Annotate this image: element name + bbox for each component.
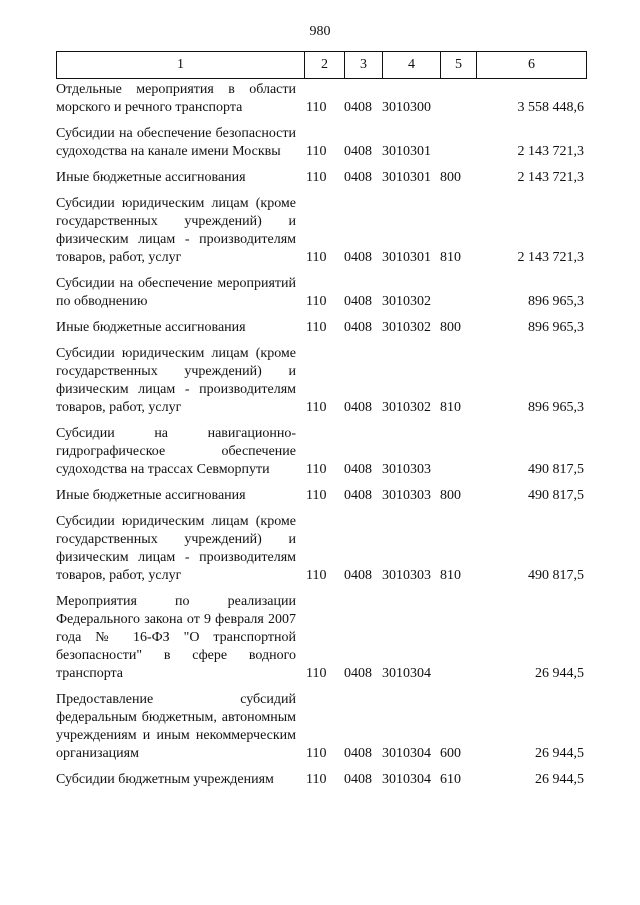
expense-name: Иные бюджетные ассигнования: [56, 488, 246, 503]
section-code: 0408: [344, 772, 372, 787]
expense-type-code: 610: [440, 772, 461, 787]
section-code: 0408: [344, 462, 372, 477]
ministry-code: 110: [306, 294, 327, 309]
expense-name: Мероприятия по реализации Федерального закона от 9 февраля 2007 года № 16-ФЗ "О транспортной безопасности" в сфере водного транспорта: [56, 594, 296, 681]
expense-name: Иные бюджетные ассигнования: [56, 320, 246, 335]
expense-type-code: 810: [440, 400, 461, 415]
target-article-code: 3010304: [382, 746, 431, 761]
section-code: 0408: [344, 568, 372, 583]
ministry-code: 110: [306, 144, 327, 159]
amount: 896 965,3: [528, 294, 584, 309]
amount: 26 944,5: [535, 666, 584, 681]
target-article-code: 3010303: [382, 568, 431, 583]
target-article-code: 3010301: [382, 250, 431, 265]
ministry-code: 110: [306, 250, 327, 265]
table-row: [56, 319, 586, 345]
amount: 490 817,5: [528, 462, 584, 477]
ministry-code: 110: [306, 746, 327, 761]
expense-name: Субсидии юридическим лицам (кроме государственных учреждений) и физическим лицам - производителям товаров, работ, услуг: [56, 514, 296, 583]
budget-table: [56, 81, 586, 797]
expense-name: Отдельные мероприятия в области морского и речного транспорта: [56, 82, 296, 115]
section-code: 0408: [344, 250, 372, 265]
table-row: [56, 691, 586, 771]
table-row: [56, 487, 586, 513]
column-header-5: 5: [441, 52, 477, 79]
table-row: [56, 81, 586, 125]
column-header-2: 2: [305, 52, 345, 79]
expense-type-code: [440, 81, 476, 125]
expense-name: Субсидии юридическим лицам (кроме государственных учреждений) и физическим лицам - производителям товаров, работ, услуг: [56, 196, 296, 265]
section-code: 0408: [344, 488, 372, 503]
section-code: 0408: [344, 400, 372, 415]
target-article-code: 3010304: [382, 666, 431, 681]
section-code: 0408: [344, 144, 372, 159]
expense-type-code: 600: [440, 746, 461, 761]
section-code: 0408: [344, 170, 372, 185]
table-row: [56, 593, 586, 691]
table-row: [56, 425, 586, 487]
section-code: 0408: [344, 100, 372, 115]
column-header-3: 3: [345, 52, 383, 79]
expense-type-code: [440, 593, 476, 691]
amount: 3 558 448,6: [517, 100, 584, 115]
expense-type-code: 810: [440, 250, 461, 265]
expense-name: Иные бюджетные ассигнования: [56, 170, 246, 185]
ministry-code: 110: [306, 400, 327, 415]
target-article-code: 3010301: [382, 144, 431, 159]
amount: 2 143 721,3: [517, 250, 584, 265]
target-article-code: 3010302: [382, 294, 431, 309]
expense-type-code: [440, 425, 476, 487]
amount: 26 944,5: [535, 772, 584, 787]
ministry-code: 110: [306, 568, 327, 583]
table-row: [56, 169, 586, 195]
amount: 2 143 721,3: [517, 170, 584, 185]
budget-table-body: [56, 81, 586, 797]
target-article-code: 3010302: [382, 320, 431, 335]
target-article-code: 3010301: [382, 170, 431, 185]
expense-name: Субсидии юридическим лицам (кроме государственных учреждений) и физическим лицам - производителям товаров, работ, услуг: [56, 346, 296, 415]
expense-name: Предоставление субсидий федеральным бюджетным, автономным учреждениям и иным некоммерческим организациям: [56, 692, 296, 761]
amount: 896 965,3: [528, 400, 584, 415]
target-article-code: 3010303: [382, 462, 431, 477]
target-article-code: 3010304: [382, 772, 431, 787]
target-article-code: 3010303: [382, 488, 431, 503]
ministry-code: 110: [306, 170, 327, 185]
column-header-table: [56, 51, 587, 79]
expense-name: Субсидии на обеспечение мероприятий по обводнению: [56, 276, 296, 309]
ministry-code: 110: [306, 488, 327, 503]
table-row: [56, 275, 586, 319]
expense-name: Субсидии на обеспечение безопасности судоходства на канале имени Москвы: [56, 126, 296, 159]
section-code: 0408: [344, 320, 372, 335]
column-header-1: 1: [57, 52, 305, 79]
amount: 490 817,5: [528, 488, 584, 503]
expense-type-code: 800: [440, 170, 461, 185]
amount: 490 817,5: [528, 568, 584, 583]
expense-type-code: 800: [440, 320, 461, 335]
amount: 2 143 721,3: [517, 144, 584, 159]
table-row: [56, 195, 586, 275]
table-row: [56, 513, 586, 593]
ministry-code: 110: [306, 666, 327, 681]
ministry-code: 110: [306, 772, 327, 787]
ministry-code: 110: [306, 320, 327, 335]
expense-name: Субсидии на навигационно-гидрографическое обеспечение судоходства на трассах Севморпути: [56, 426, 296, 477]
ministry-code: 110: [306, 462, 327, 477]
ministry-code: 110: [306, 100, 327, 115]
expense-name: Субсидии бюджетным учреждениям: [56, 772, 274, 787]
section-code: 0408: [344, 294, 372, 309]
column-header-6: 6: [477, 52, 587, 79]
table-row: [56, 345, 586, 425]
expense-type-code: 800: [440, 488, 461, 503]
section-code: 0408: [344, 666, 372, 681]
expense-type-code: [440, 275, 476, 319]
expense-type-code: [440, 125, 476, 169]
target-article-code: 3010302: [382, 400, 431, 415]
target-article-code: 3010300: [382, 100, 431, 115]
column-header-4: 4: [383, 52, 441, 79]
column-header-row: [57, 52, 587, 79]
table-row: [56, 125, 586, 169]
amount: 896 965,3: [528, 320, 584, 335]
amount: 26 944,5: [535, 746, 584, 761]
page-number: 980: [309, 24, 331, 39]
table-row: [56, 771, 586, 797]
expense-type-code: 810: [440, 568, 461, 583]
section-code: 0408: [344, 746, 372, 761]
